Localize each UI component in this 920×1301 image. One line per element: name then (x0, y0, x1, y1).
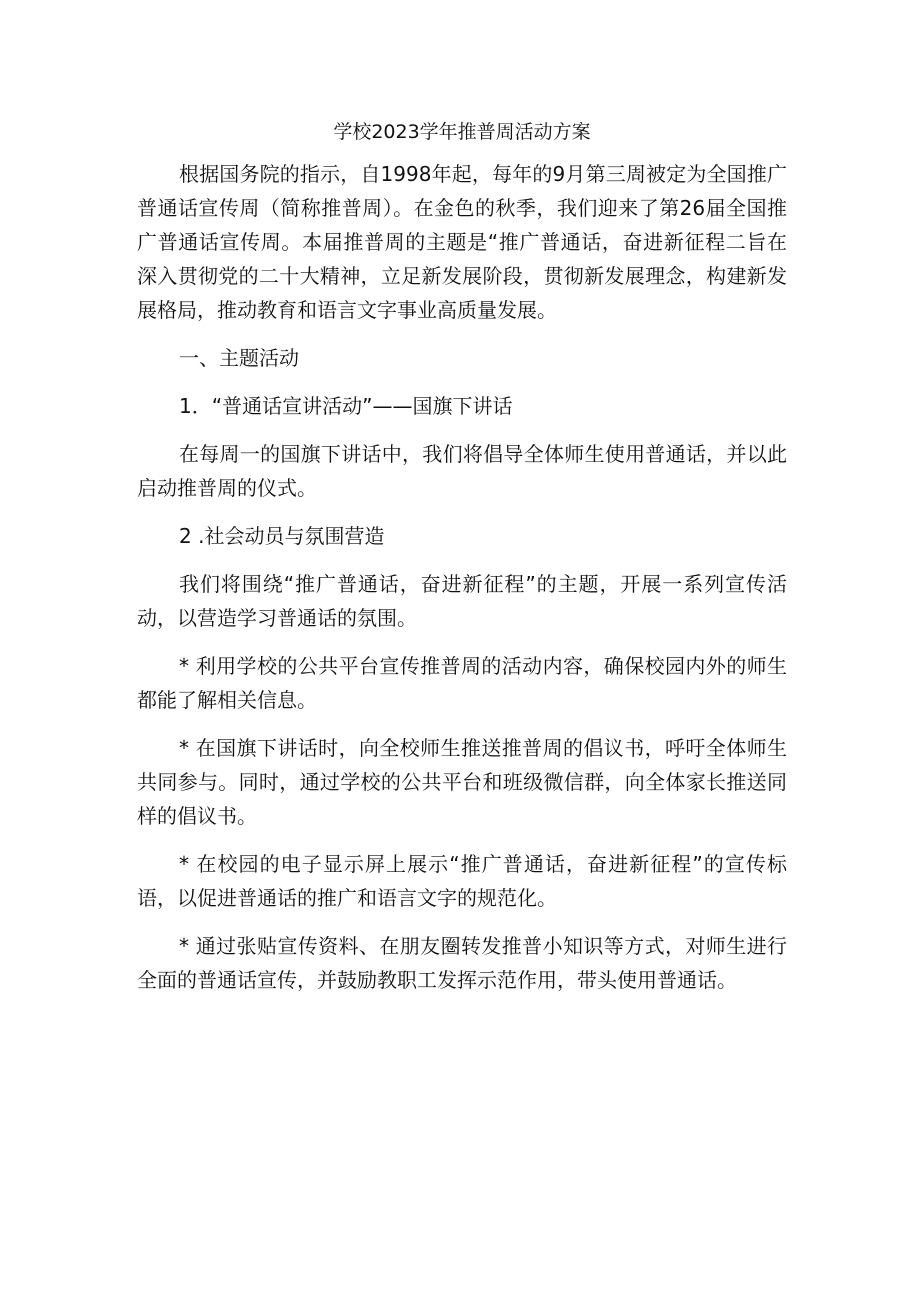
document-title: 学校2023学年推普周活动方案 (333, 121, 591, 143)
bullet-paragraph-2: * 在国旗下讲话时，向全校师生推送推普周的倡议书，呼吁全体师生共同参与。同时，通过学校的公共平台和班级微信群，向全体家长推送同样的倡议书。 (137, 736, 787, 828)
section-heading-theme-activities: 一、主题活动 (179, 346, 299, 370)
item-heading-1: 1．“普通话宣讲活动”——国旗下讲话 (179, 394, 513, 418)
document-body (137, 117, 787, 997)
bullet-paragraph-1: * 利用学校的公共平台宣传推普周的活动内容，确保校园内外的师生都能了解相关信息。 (137, 654, 787, 712)
item-2-paragraph: 我们将围绕“推广普通话，奋进新征程”的主题，开展一系列宣传活动，以营造学习普通话的氛围。 (137, 572, 787, 630)
bullet-paragraph-3: * 在校园的电子显示屏上展示“推广普通话，奋进新征程”的宣传标语，以促进普通话的推广和语言文字的规范化。 (137, 852, 787, 910)
intro-paragraph: 根据国务院的指示，自1998年起，每年的9月第三周被定为全国推广普通话宣传周（简称推普周）。在金色的秋季，我们迎来了第26届全国推广普通话宣传周。本届推普周的主题是“推广普通话，奋进新征程二旨在深入贯彻党的二十大精神，立足新发展阶段，贯彻新发展理念，构建新发展格局，推动教育和语言文字事业高质量发展。 (137, 162, 787, 322)
item-1-paragraph: 在每周一的国旗下讲话中，我们将倡导全体师生使用普通话，并以此启动推普周的仪式。 (137, 442, 787, 500)
bullet-paragraph-4: * 通过张贴宣传资料、在朋友圈转发推普小知识等方式，对师生进行全面的普通话宣传，并鼓励教职工发挥示范作用，带头使用普通话。 (137, 934, 787, 992)
item-heading-2: 2 .社会动员与氛围营造 (179, 524, 385, 548)
